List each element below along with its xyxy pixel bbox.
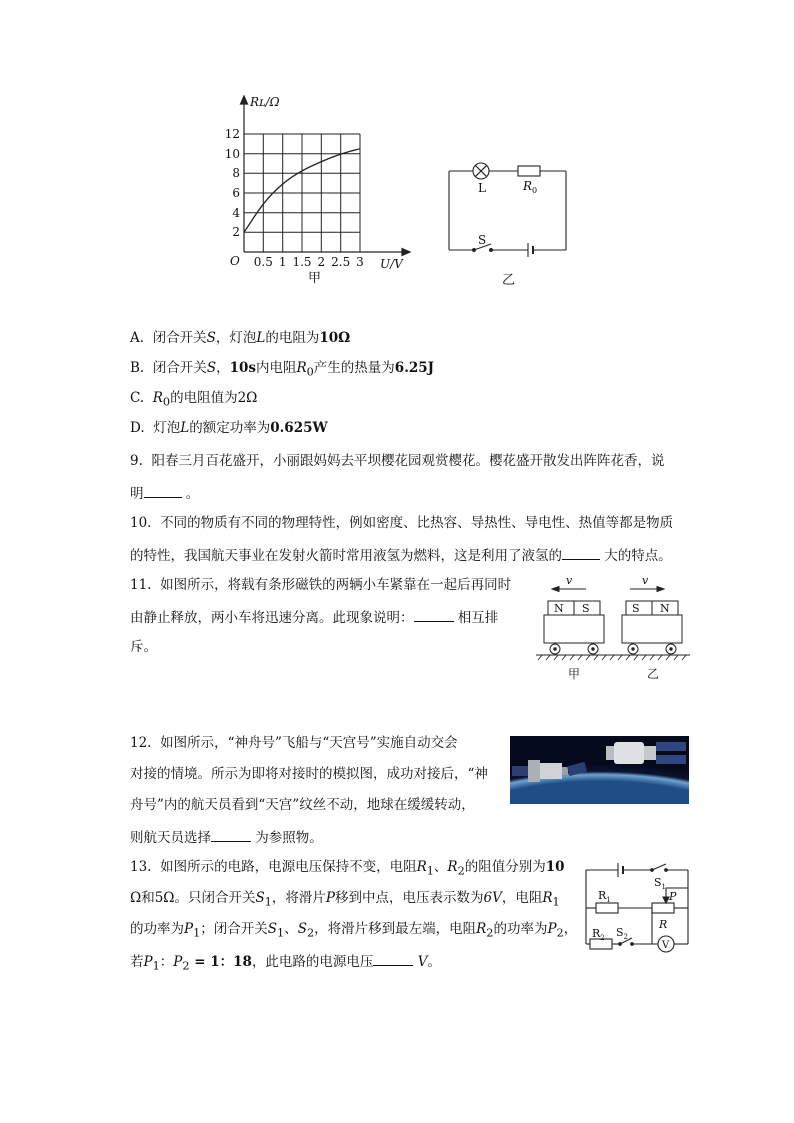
pole-s2: S bbox=[632, 602, 640, 615]
resistor-r0-icon bbox=[518, 166, 540, 176]
xtick-2: 2 bbox=[317, 255, 326, 269]
graph-axes bbox=[241, 96, 411, 256]
xtick-2.5: 2.5 bbox=[331, 255, 351, 269]
ytick-10: 10 bbox=[224, 147, 240, 161]
rl-u-graph bbox=[224, 90, 420, 290]
option-b[interactable]: B. 闭合开关S，10s内电阻$R_0$产生的热量为6.25J bbox=[130, 360, 435, 379]
option-c[interactable]: C. $R_0$的电阻值为2Ω bbox=[130, 390, 258, 409]
magnet-carts-figure bbox=[534, 572, 692, 684]
q11-line3: 斥。 bbox=[130, 639, 157, 655]
q9-line2: 明 。 bbox=[130, 483, 199, 503]
graph-xlabel: U/V bbox=[380, 257, 403, 271]
fig-r1-label: $R_1$ bbox=[598, 889, 611, 904]
q12-line2: 对接的情境。所示为即将对接时的模拟图，成功对接后，“神 bbox=[130, 766, 488, 782]
q13-line3: 的功率为$P_1$；闭合开关$S_1$、$S_2$，将滑片移到最左端，电阻$R_2$的功率为$P_2$， bbox=[130, 921, 578, 940]
switch-label: S bbox=[478, 233, 487, 247]
pole-s1: S bbox=[582, 602, 590, 615]
graph-caption: 甲 bbox=[308, 271, 322, 286]
q10-line1: 10. 不同的物质有不同的物理特性，例如密度、比热容、导热性、导电性、热值等都是物质 bbox=[130, 515, 674, 531]
cart-caption-left: 甲 bbox=[568, 667, 581, 681]
q12-line4: 则航天员选择 为参照物。 bbox=[130, 827, 323, 847]
left-cart bbox=[544, 615, 604, 643]
fig-s2-label: $S_2$ bbox=[616, 926, 629, 941]
ytick-4: 4 bbox=[232, 206, 240, 220]
pole-n1: N bbox=[554, 602, 564, 615]
q11-line2: 由静止释放，两小车将迅速分离。此现象说明： 相互排 bbox=[130, 607, 498, 627]
v-right-label: v bbox=[642, 574, 649, 587]
ytick-12: 12 bbox=[224, 127, 240, 141]
circuit-lamp-resistor bbox=[444, 160, 574, 290]
q12-line1: 12. 如图所示，“神舟号”飞船与“天宫号”实施自动交会 bbox=[130, 735, 458, 751]
q11-line1: 11. 如图所示，将载有条形磁铁的两辆小车紧靠在一起后再同时 bbox=[130, 577, 512, 593]
option-a[interactable]: A. 闭合开关S，灯泡L的电阻为10Ω bbox=[130, 330, 351, 346]
q10-line2: 的特性，我国航天事业在发射火箭时常用液氢为燃料，这是利用了液氢的 大的特点。 bbox=[130, 545, 672, 565]
fig-p-label: P bbox=[669, 890, 677, 903]
q11-answer-blank[interactable] bbox=[414, 607, 454, 622]
graph-grid bbox=[244, 134, 360, 252]
xtick-1.5: 1.5 bbox=[292, 255, 312, 269]
graph-yticks bbox=[225, 127, 241, 239]
q13-line1: 13. 如图所示的电路，电源电压保持不变，电阻$R_1$、$R_2$的阻值分别为10 bbox=[130, 859, 565, 878]
circuit-caption: 乙 bbox=[502, 273, 516, 288]
circuit-rheostat-voltmeter bbox=[580, 858, 694, 970]
pole-n2: N bbox=[660, 602, 670, 615]
q12-answer-blank[interactable] bbox=[211, 827, 251, 842]
q12-line3: 舟号”内的航天员看到“天宫”纹丝不动，地球在缓缓转动， bbox=[130, 797, 475, 813]
q9-line1: 9. 阳春三月百花盛开，小丽跟妈妈去平坝樱花园观赏樱花。樱花盛开散发出阵阵花香，说 bbox=[130, 453, 665, 469]
resistor-r1-icon bbox=[596, 903, 618, 913]
switch-s1-icon bbox=[652, 864, 666, 870]
q13-answer-blank[interactable] bbox=[373, 951, 413, 966]
q9-answer-blank[interactable] bbox=[144, 483, 182, 498]
fig-r-label: R bbox=[659, 918, 668, 931]
ytick-2: 2 bbox=[232, 225, 240, 239]
option-d[interactable]: D. 灯泡L的额定功率为0.625W bbox=[130, 420, 328, 436]
xtick-0.5: 0.5 bbox=[253, 255, 273, 269]
rheostat-r-icon bbox=[652, 903, 674, 913]
right-cart bbox=[622, 615, 682, 643]
v-left-label: v bbox=[566, 574, 573, 587]
spacecraft-docking-photo bbox=[510, 736, 689, 804]
lamp-label: L bbox=[478, 181, 486, 195]
xtick-1: 1 bbox=[278, 255, 287, 269]
resistor-label: $R_0$ bbox=[523, 179, 538, 195]
fig-r2-label: $R_2$ bbox=[592, 927, 605, 942]
graph-xticks bbox=[254, 255, 364, 269]
graph-origin: O bbox=[230, 254, 240, 268]
q13-line4: 若$P_1$：$P_2 = 1$：18，此电路的电源电压 V。 bbox=[130, 951, 441, 976]
q10-answer-blank[interactable] bbox=[562, 545, 600, 560]
ytick-8: 8 bbox=[232, 166, 240, 180]
xtick-3: 3 bbox=[356, 255, 364, 269]
ytick-6: 6 bbox=[232, 186, 240, 200]
fig-s1-label: $S_1$ bbox=[654, 876, 667, 891]
graph-ylabel: Rʟ/Ω bbox=[250, 95, 280, 109]
cart-caption-right: 乙 bbox=[647, 667, 660, 681]
q13-line2: Ω和5Ω。只闭合开关$S_1$，将滑片P移到中点，电压表示数为6V，电阻$R_1$ bbox=[130, 890, 560, 909]
fig-voltmeter-label: V bbox=[662, 940, 670, 951]
